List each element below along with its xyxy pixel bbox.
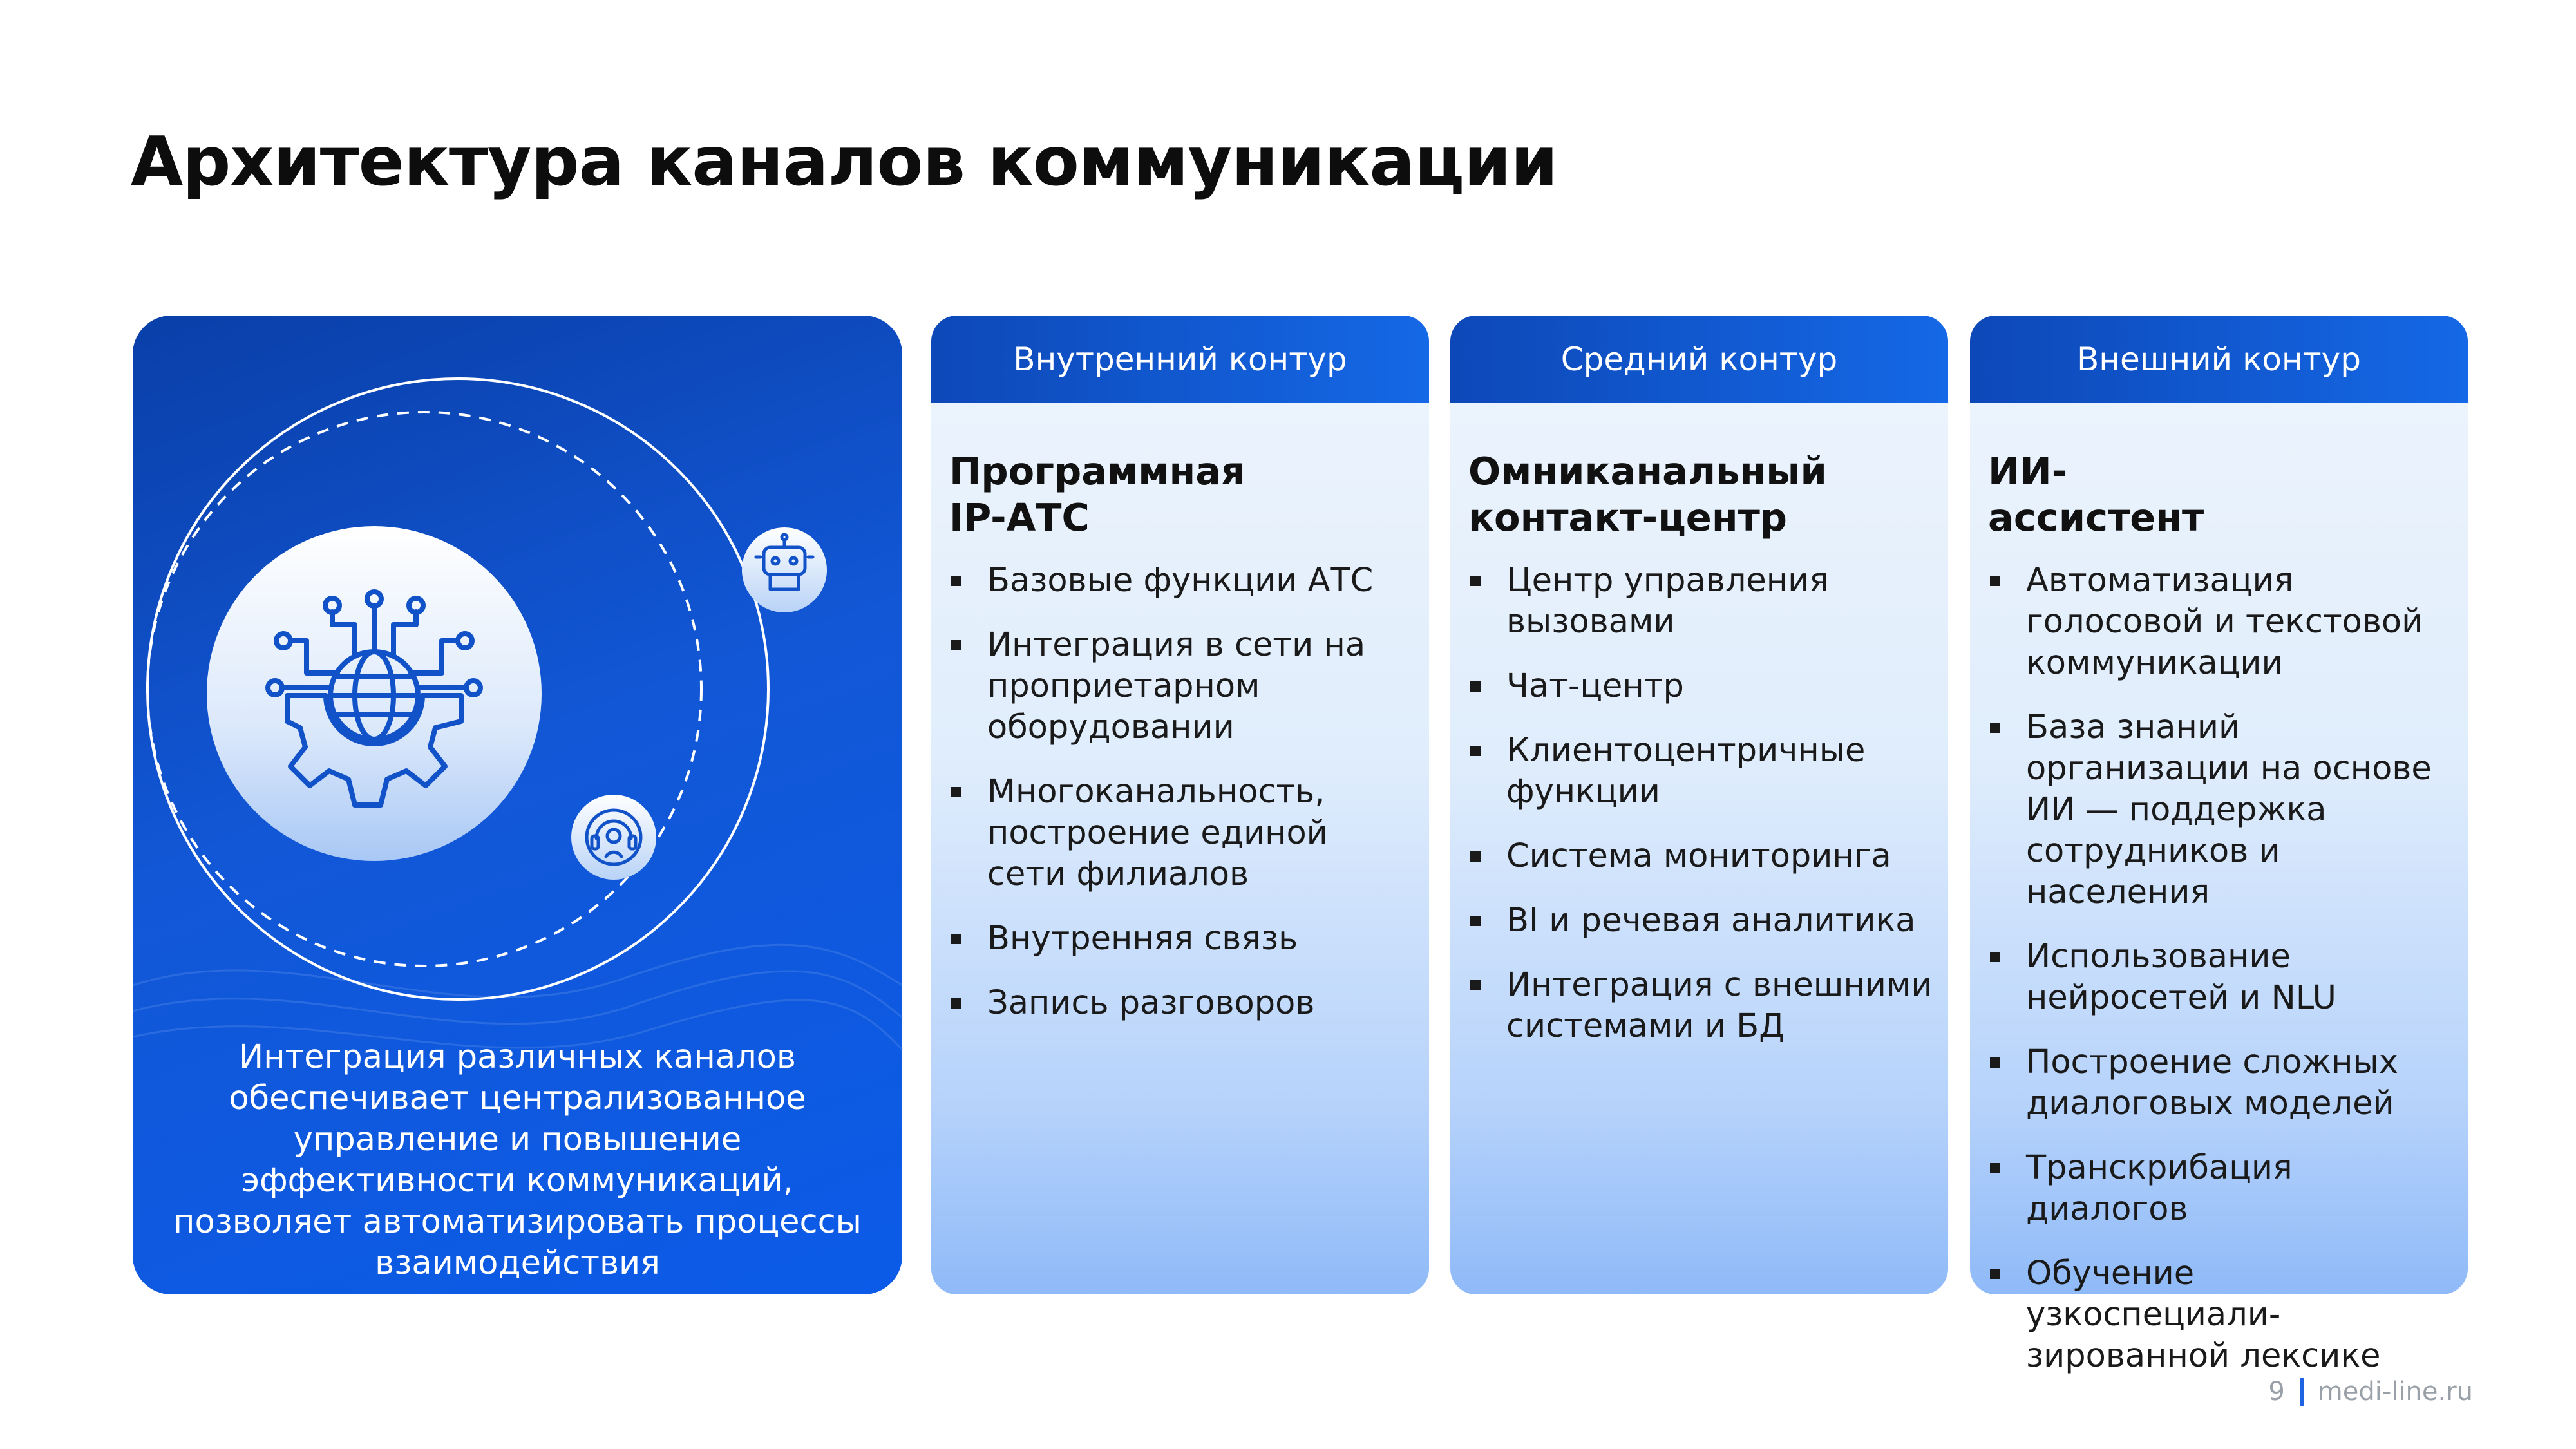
list-item: Базовые функции АТС	[949, 560, 1416, 601]
bullet-square-icon	[1990, 1057, 2000, 1068]
list-item: Построение сложных диалоговых моделей	[1988, 1042, 2455, 1124]
site-link[interactable]: medi-line.ru	[2317, 1377, 2473, 1406]
list-item: База знаний организации на основе ИИ — поддержка сотрудников и населения	[1988, 707, 2455, 913]
bullet-list	[1970, 560, 2468, 1377]
bullet-list	[931, 560, 1429, 1024]
column-header: Внешний контур	[1970, 316, 2468, 403]
bullet-square-icon	[951, 934, 961, 944]
column-title	[1988, 448, 2450, 541]
list-item: BI и речевая аналитика	[1468, 900, 1935, 942]
bullet-square-icon	[1470, 576, 1481, 586]
column-header: Внутренний контур	[931, 316, 1429, 403]
list-item: Использование нейросетей и NLU	[1988, 936, 2455, 1019]
bullet-square-icon	[951, 998, 961, 1009]
hero-description: Интеграция различных каналов обеспечивает централизованное управление и повышение эффективности коммуникаций, позволяет автоматизировать процессы взаимодействия	[173, 1038, 862, 1282]
list-item: Запись разговоров	[949, 983, 1416, 1024]
hero-panel	[133, 316, 902, 1294]
column-middle-contour	[1450, 316, 1948, 1294]
column-title-line1: ИИ-	[1988, 449, 2068, 493]
column-title-line1: Омниканальный	[1468, 449, 1827, 493]
decorative-waves	[133, 945, 902, 1050]
bullet-square-icon	[1990, 1163, 2000, 1173]
list-item: Клиентоцентричные функции	[1468, 730, 1935, 813]
bullet-square-icon	[951, 576, 961, 586]
column-header: Средний контур	[1450, 316, 1948, 403]
list-item: Центр управления вызовами	[1468, 560, 1935, 643]
list-item: Автоматизация голосовой и текстовой коммуникации	[1988, 560, 2455, 684]
column-title	[1468, 448, 1930, 541]
footer-separator	[2300, 1378, 2304, 1406]
bullet-square-icon	[1470, 746, 1481, 756]
page-title: Архитектура каналов коммуникации	[131, 122, 1558, 201]
column-title-line2: IP-АТС	[949, 495, 1090, 540]
bullet-square-icon	[1990, 723, 2000, 733]
list-item: Обучение узкоспециали-зированной лексике	[1988, 1253, 2455, 1377]
bullet-square-icon	[1990, 1269, 2000, 1279]
column-outer-contour	[1970, 316, 2468, 1375]
bullet-square-icon	[1470, 851, 1481, 862]
footer	[2268, 1377, 2473, 1406]
list-item: Интеграция с внешними системами и БД	[1468, 965, 1935, 1047]
bullet-square-icon	[1990, 952, 2000, 962]
list-item: Многоканальность, построение единой сети филиалов	[949, 772, 1416, 895]
list-item: Система мониторинга	[1468, 836, 1935, 877]
bullet-square-icon	[951, 787, 961, 797]
bullet-list	[1450, 560, 1948, 1047]
list-item: Чат-центр	[1468, 666, 1935, 707]
headset-icon-circle	[571, 795, 656, 880]
column-title-line1: Программная	[949, 449, 1245, 493]
bullet-square-icon	[951, 640, 961, 650]
column-title-line2: контакт-центр	[1468, 495, 1788, 540]
column-title-line2: ассистент	[1988, 495, 2204, 540]
list-item: Внутренняя связь	[949, 918, 1416, 960]
bullet-square-icon	[1470, 681, 1481, 692]
bullet-square-icon	[1990, 576, 2000, 586]
page-number: 9	[2268, 1377, 2285, 1406]
bullet-square-icon	[1470, 980, 1481, 990]
list-item: Транскрибация диалогов	[1988, 1148, 2455, 1230]
column-inner-contour	[931, 316, 1429, 1294]
list-item: Интеграция в сети на проприетарном оборудовании	[949, 625, 1416, 748]
column-title	[949, 448, 1411, 541]
bullet-square-icon	[1470, 916, 1481, 926]
